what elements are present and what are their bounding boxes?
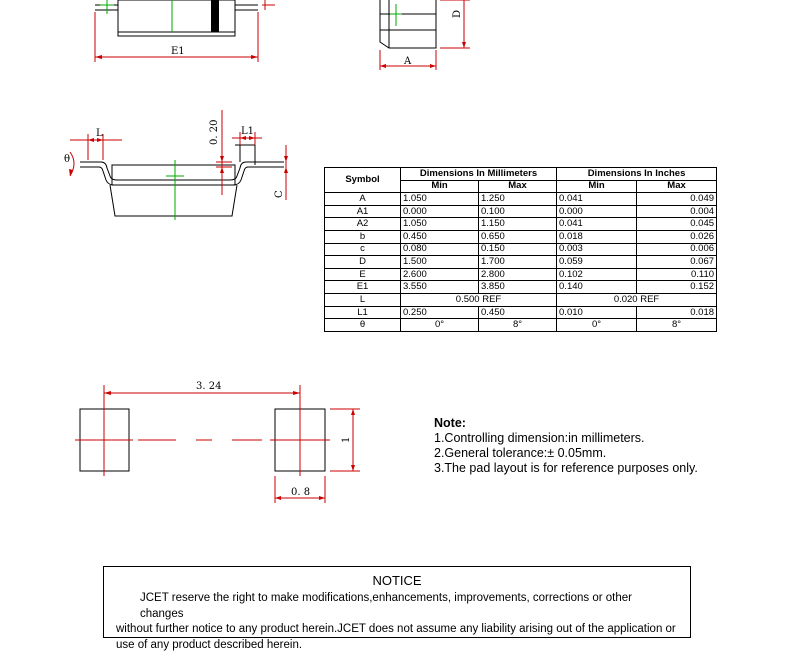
cell-symbol: A1 bbox=[325, 205, 401, 218]
notice-body bbox=[104, 588, 690, 653]
dimension-020 bbox=[209, 110, 232, 195]
cell-mm-min: 0° bbox=[401, 319, 479, 332]
cell-symbol: L1 bbox=[325, 306, 401, 319]
table-row bbox=[325, 294, 717, 307]
cell-mm-max: 1.250 bbox=[479, 193, 557, 206]
header-mm-min: Min bbox=[401, 180, 479, 193]
notice-line-3: use of any product described herein. bbox=[116, 638, 303, 651]
note-line-2: 2.General tolerance:± 0.05mm. bbox=[434, 446, 607, 460]
label-theta: θ bbox=[64, 154, 71, 165]
cell-mm-min: 3.550 bbox=[401, 281, 479, 294]
header-mm: Dimensions In Millimeters bbox=[401, 168, 557, 181]
cell-in-min: 0.003 bbox=[557, 243, 637, 256]
cell-in-max: 0.110 bbox=[637, 268, 717, 281]
cell-in-max: 0.006 bbox=[637, 243, 717, 256]
dimension-e1 bbox=[95, 12, 258, 62]
cell-mm-min: 0.450 bbox=[401, 231, 479, 244]
notice-line-1: JCET reserve the right to make modifications,enhancements, improvements, corrections or other changes bbox=[140, 592, 632, 620]
label-c: C bbox=[274, 190, 285, 198]
note-line-3: 3.The pad layout is for reference purposes only. bbox=[434, 461, 698, 475]
header-in: Dimensions In Inches bbox=[557, 168, 717, 181]
pad-layout bbox=[75, 381, 360, 503]
label-pad-height: 1 bbox=[341, 436, 352, 443]
cell-symbol: E1 bbox=[325, 281, 401, 294]
table-row bbox=[325, 205, 717, 218]
dimension-c bbox=[274, 145, 288, 200]
cell-symbol: A bbox=[325, 193, 401, 206]
cell-mm-max: 0.100 bbox=[479, 205, 557, 218]
cell-mm-min: 1.500 bbox=[401, 256, 479, 269]
dimensions-table bbox=[324, 167, 717, 332]
cell-in-min: 0.010 bbox=[557, 306, 637, 319]
cell-in-max: 0.018 bbox=[637, 306, 717, 319]
cell-mm-max: 0.150 bbox=[479, 243, 557, 256]
cell-in-max: 0.045 bbox=[637, 218, 717, 231]
table-row bbox=[325, 243, 717, 256]
cell-in-max: 0.004 bbox=[637, 205, 717, 218]
cell-mm-min: 0.000 bbox=[401, 205, 479, 218]
cell-in-min: 0.041 bbox=[557, 193, 637, 206]
notice-line-2: without further notice to any product herein.JCET does not assume any liability arising out of the application or bbox=[116, 623, 676, 635]
cell-symbol: b bbox=[325, 231, 401, 244]
label-d: D bbox=[452, 9, 463, 18]
table-row bbox=[325, 193, 717, 206]
notice-box bbox=[103, 566, 691, 651]
table-row bbox=[325, 319, 717, 332]
cell-mm-min: 0.080 bbox=[401, 243, 479, 256]
cell-mm-max: 0.450 bbox=[479, 306, 557, 319]
cell-in-min: 0.140 bbox=[557, 281, 637, 294]
cell-in-min: 0.102 bbox=[557, 268, 637, 281]
cell-mm-ref: 0.500 REF bbox=[401, 294, 557, 307]
dimension-l1 bbox=[232, 126, 262, 145]
cell-in-min: 0° bbox=[557, 319, 637, 332]
table-row bbox=[325, 256, 717, 269]
dimension-l bbox=[70, 128, 122, 160]
label-l1: L1 bbox=[241, 126, 255, 137]
cell-in-max: 8° bbox=[637, 319, 717, 332]
label-a: A bbox=[404, 56, 412, 67]
cell-in-ref: 0.020 REF bbox=[557, 294, 717, 307]
cell-mm-max: 3.850 bbox=[479, 281, 557, 294]
table-row bbox=[325, 306, 717, 319]
cell-symbol: E bbox=[325, 268, 401, 281]
side-view bbox=[380, 0, 470, 70]
cell-mm-min: 1.050 bbox=[401, 193, 479, 206]
note-title: Note: bbox=[434, 416, 466, 430]
cell-mm-min: 1.050 bbox=[401, 218, 479, 231]
label-e1: E1 bbox=[171, 46, 185, 57]
table-row bbox=[325, 281, 717, 294]
cell-mm-max: 1.150 bbox=[479, 218, 557, 231]
note-block bbox=[434, 416, 754, 476]
cell-symbol: A2 bbox=[325, 218, 401, 231]
cell-in-max: 0.049 bbox=[637, 193, 717, 206]
cell-mm-max: 1.700 bbox=[479, 256, 557, 269]
top-view bbox=[95, 0, 275, 36]
header-mm-max: Max bbox=[479, 180, 557, 193]
cell-in-min: 0.018 bbox=[557, 231, 637, 244]
cell-mm-min: 2.600 bbox=[401, 268, 479, 281]
cell-in-max: 0.026 bbox=[637, 231, 717, 244]
cell-mm-max: 0.650 bbox=[479, 231, 557, 244]
cell-symbol: θ bbox=[325, 319, 401, 332]
table-row bbox=[325, 268, 717, 281]
table-row bbox=[325, 218, 717, 231]
cell-in-min: 0.000 bbox=[557, 205, 637, 218]
table-body bbox=[325, 193, 717, 294]
label-pad-pitch: 3. 24 bbox=[196, 381, 222, 392]
cell-in-max: 0.067 bbox=[637, 256, 717, 269]
header-in-min: Min bbox=[557, 180, 637, 193]
front-view bbox=[80, 145, 284, 220]
header-symbol: Symbol bbox=[325, 168, 401, 193]
cell-in-min: 0.041 bbox=[557, 218, 637, 231]
header-in-max: Max bbox=[637, 180, 717, 193]
label-020: 0. 20 bbox=[209, 119, 220, 145]
cell-symbol: D bbox=[325, 256, 401, 269]
label-pad-width: 0. 8 bbox=[291, 487, 311, 498]
cell-mm-max: 8° bbox=[479, 319, 557, 332]
cell-in-min: 0.059 bbox=[557, 256, 637, 269]
table-row bbox=[325, 231, 717, 244]
cell-in-max: 0.152 bbox=[637, 281, 717, 294]
cell-symbol: c bbox=[325, 243, 401, 256]
cell-symbol: L bbox=[325, 294, 401, 307]
label-l: L bbox=[96, 128, 103, 139]
dimension-theta bbox=[64, 152, 74, 176]
note-line-1: 1.Controlling dimension:in millimeters. bbox=[434, 431, 645, 445]
cell-mm-min: 0.250 bbox=[401, 306, 479, 319]
cell-mm-max: 2.800 bbox=[479, 268, 557, 281]
notice-title: NOTICE bbox=[372, 573, 422, 588]
